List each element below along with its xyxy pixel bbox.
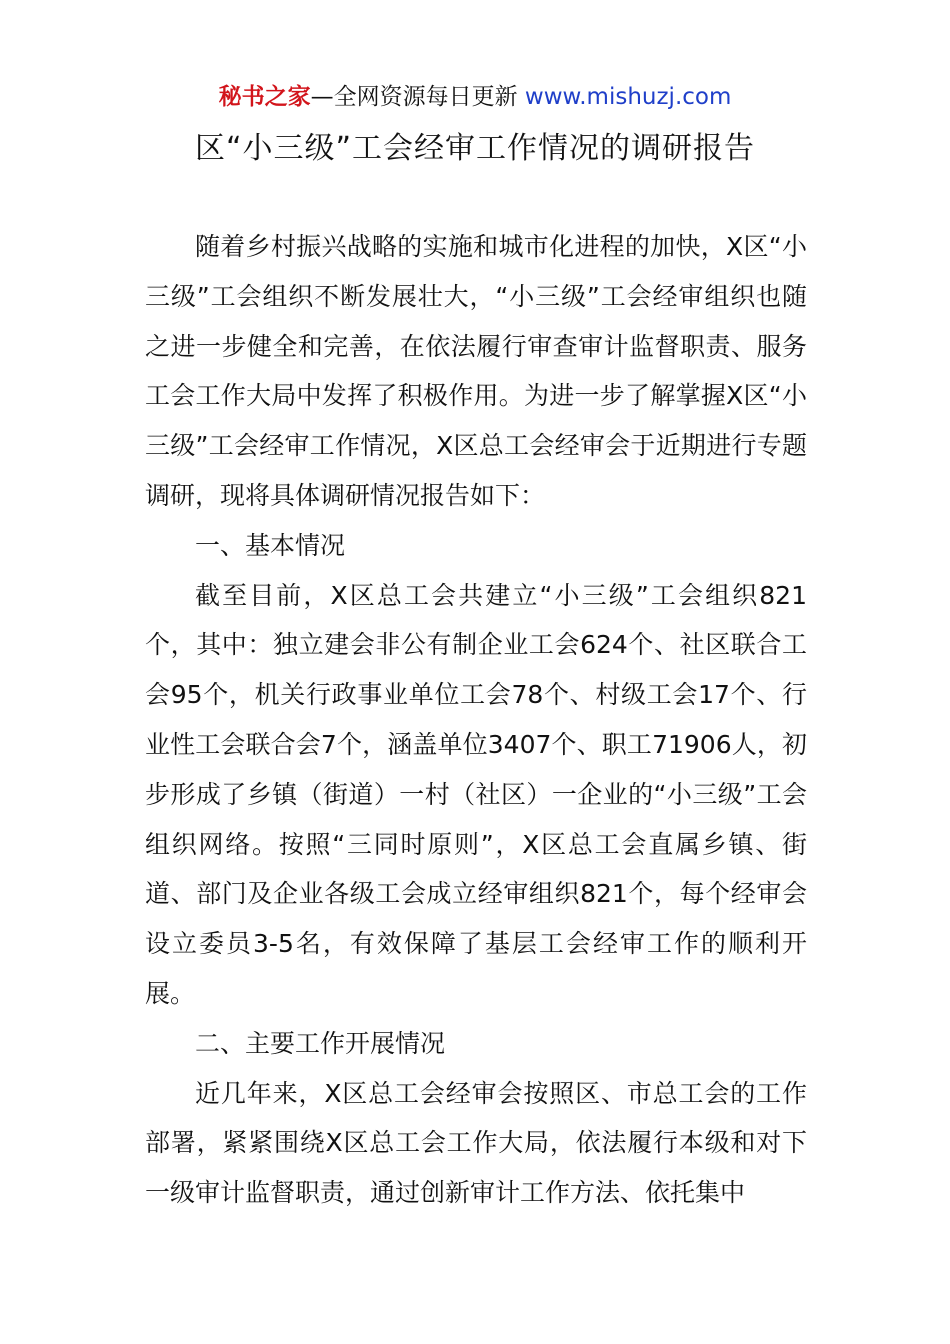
- document-title: 区“小三级”工会经审工作情况的调研报告: [194, 131, 756, 166]
- site-url-link[interactable]: www.mishuzj.com: [524, 84, 732, 110]
- site-header: [0, 80, 950, 114]
- work-paragraph: 近几年来，X区总工会经审会按照区、市总工会的工作部署，紧紧围绕X区总工会工作大局，依法履行本级和对下一级审计监督职责，通过创新审计工作方法、依托集中: [145, 1078, 807, 1208]
- section-heading-basic: 一、基本情况: [195, 530, 346, 560]
- brand-name: 秘书之家: [218, 84, 311, 110]
- basic-situation-paragraph: 截至目前，X区总工会共建立“小三级”工会组织821个，其中：独立建会非公有制企业工会624个、社区联合工会95个，机关行政事业单位工会78个、村级工会17个、行业性工会联合会7个，涵盖单位3407个、职工71906人，初步形成了乡镇（街道）一村（社区）一企业的“小三级”工会组织网络。按照“三同时原则”，X区总工会直属乡镇、街道、部门及企业各级工会成立经审组织821个，每个经审会设立委员3-5名，有效保障了基层工会经审工作的顺利开展。: [145, 580, 807, 1008]
- section-heading-work: 二、主要工作开展情况: [195, 1028, 446, 1058]
- document-body: [145, 222, 807, 1218]
- intro-paragraph: 随着乡村振兴战略的实施和城市化进程的加快，X区“小三级”工会组织不断发展壮大，“小三级”工会经审组织也随之进一步健全和完善，在依法履行审查审计监督职责、服务工会工作大局中发挥了积极作用。为进一步了解掌握X区“小三级”工会经审工作情况，X区总工会经审会于近期进行专题调研，现将具体调研情况报告如下：: [145, 232, 807, 510]
- header-tagline: —全网资源每日更新: [310, 84, 518, 110]
